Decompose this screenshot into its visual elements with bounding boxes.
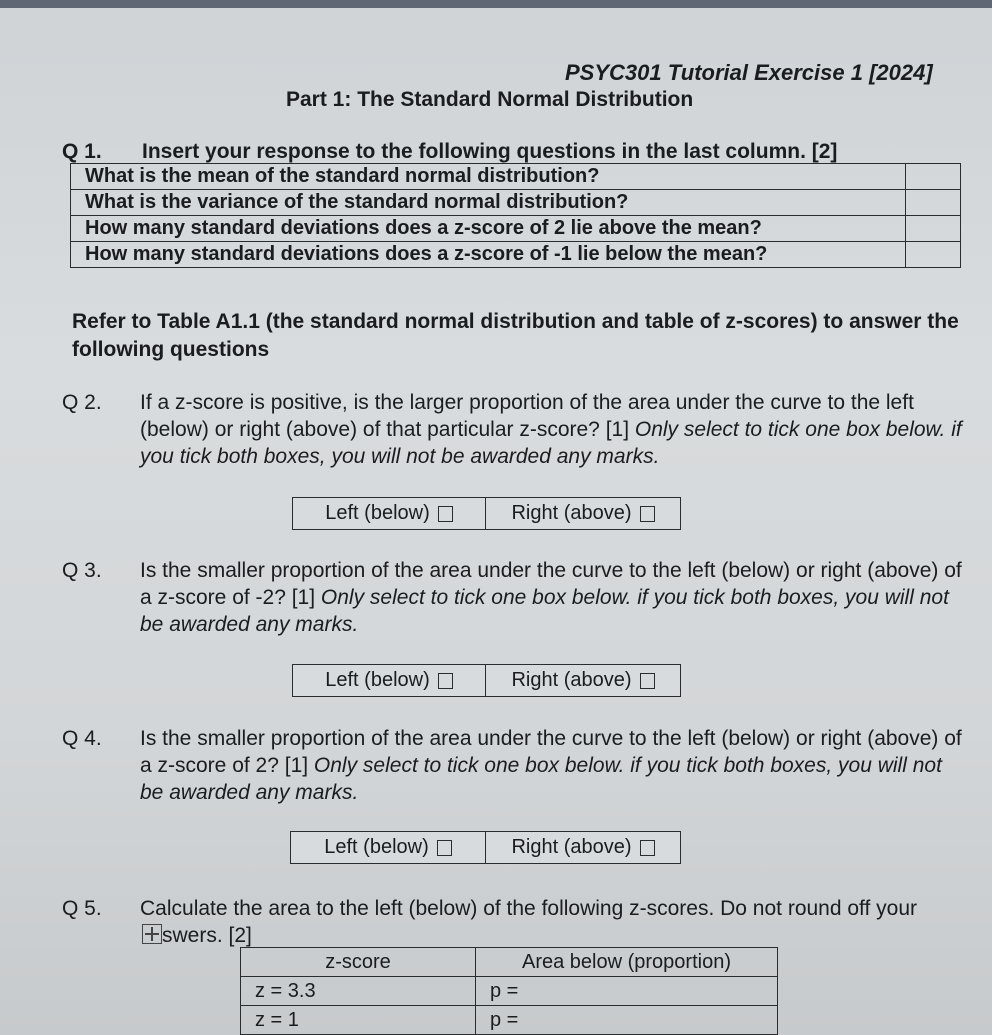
q1-answer-cell[interactable] <box>906 190 961 216</box>
q3-left-option[interactable]: Left (below) <box>293 665 485 696</box>
q3-number: Q 3. <box>62 559 102 582</box>
q5-table <box>240 947 778 1035</box>
table-header-row <box>241 948 778 977</box>
q3-right-option[interactable]: Right (above) <box>485 665 680 696</box>
q2-number: Q 2. <box>62 391 102 414</box>
q2-left-option[interactable]: Left (below) <box>293 498 485 529</box>
move-handle-icon[interactable] <box>142 924 162 944</box>
table-row <box>241 1006 778 1035</box>
q4-right-option[interactable]: Right (above) <box>485 832 680 863</box>
q4-left-option[interactable]: Left (below) <box>291 832 485 863</box>
q4-text: Is the smaller proportion of the area under the curve to the left (below) or right (above) of a z-score of 2? [1] Only select to tick one box below. if you tick both boxes, you will not be awarded any marks. <box>140 727 962 804</box>
table-row <box>71 242 961 268</box>
part-title: Part 1: The Standard Normal Distribution <box>286 88 694 111</box>
q1-answer-cell[interactable] <box>906 242 961 268</box>
q3-choice-table <box>292 664 681 697</box>
q1-answer-cell[interactable] <box>906 216 961 242</box>
z-score-cell: z = 1 <box>241 1006 476 1035</box>
q2-instruction: Only select to tick one box below. if you tick both boxes, you will not be awarded any marks. <box>140 418 962 468</box>
checkbox-icon[interactable] <box>640 506 655 522</box>
column-header-area: Area below (proportion) <box>476 948 778 977</box>
q1-text: Insert your response to the following questions in the last column. [2] <box>142 140 838 163</box>
checkbox-icon[interactable] <box>438 506 453 522</box>
table-row <box>71 216 961 242</box>
checkbox-icon[interactable] <box>437 840 452 856</box>
refer-instruction: Refer to Table A1.1 (the standard normal distribution and table of z-scores) to answer the following questions <box>72 310 959 361</box>
q3-instruction: Only select to tick one box below. if you tick both boxes, you will not be awarded any marks. <box>140 586 949 636</box>
q1-answer-cell[interactable] <box>906 164 961 190</box>
q1-question: What is the mean of the standard normal distribution? <box>71 164 906 190</box>
checkbox-icon[interactable] <box>438 673 453 689</box>
q4-choice-table <box>290 831 681 864</box>
table-row <box>241 977 778 1006</box>
q1-question: How many standard deviations does a z-score of -1 lie below the mean? <box>71 242 906 268</box>
area-answer-cell[interactable]: p = <box>476 977 778 1006</box>
checkbox-icon[interactable] <box>640 840 655 856</box>
checkbox-icon[interactable] <box>640 673 655 689</box>
q1-prompt <box>62 140 837 164</box>
q4-instruction: Only select to tick one box below. if you tick both boxes, you will not be awarded any marks. <box>140 754 942 804</box>
q2-text: If a z-score is positive, is the larger proportion of the area under the curve to the left (below) or right (above) of that particular z-score? [1] Only select to tick one box below. if you tick both boxes, you will not be awarded any marks. <box>140 391 962 468</box>
q1-question: What is the variance of the standard normal distribution? <box>71 190 906 216</box>
q1-question: How many standard deviations does a z-score of 2 lie above the mean? <box>71 216 906 242</box>
table-row <box>71 164 961 190</box>
z-score-cell: z = 3.3 <box>241 977 476 1006</box>
q1-number: Q 1. <box>62 140 102 163</box>
top-bezel <box>0 0 992 8</box>
area-answer-cell[interactable]: p = <box>476 1006 778 1035</box>
q5-text: Calculate the area to the left (below) of the following z-scores. Do not round off your swers. [2] <box>140 897 918 947</box>
column-header-z-score: z-score <box>241 948 476 977</box>
table-row <box>71 190 961 216</box>
page-title: PSYC301 Tutorial Exercise 1 [2024] <box>565 60 933 85</box>
q2-right-option[interactable]: Right (above) <box>485 498 680 529</box>
q1-table <box>70 163 961 268</box>
q2-choice-table <box>292 497 681 530</box>
q4-number: Q 4. <box>62 727 102 750</box>
q5-number: Q 5. <box>62 897 102 920</box>
q3-text: Is the smaller proportion of the area under the curve to the left (below) or right (above) of a z-score of -2? [1] Only select to tick one box below. if you tick both boxes, you will not be awarded any marks. <box>140 559 962 636</box>
